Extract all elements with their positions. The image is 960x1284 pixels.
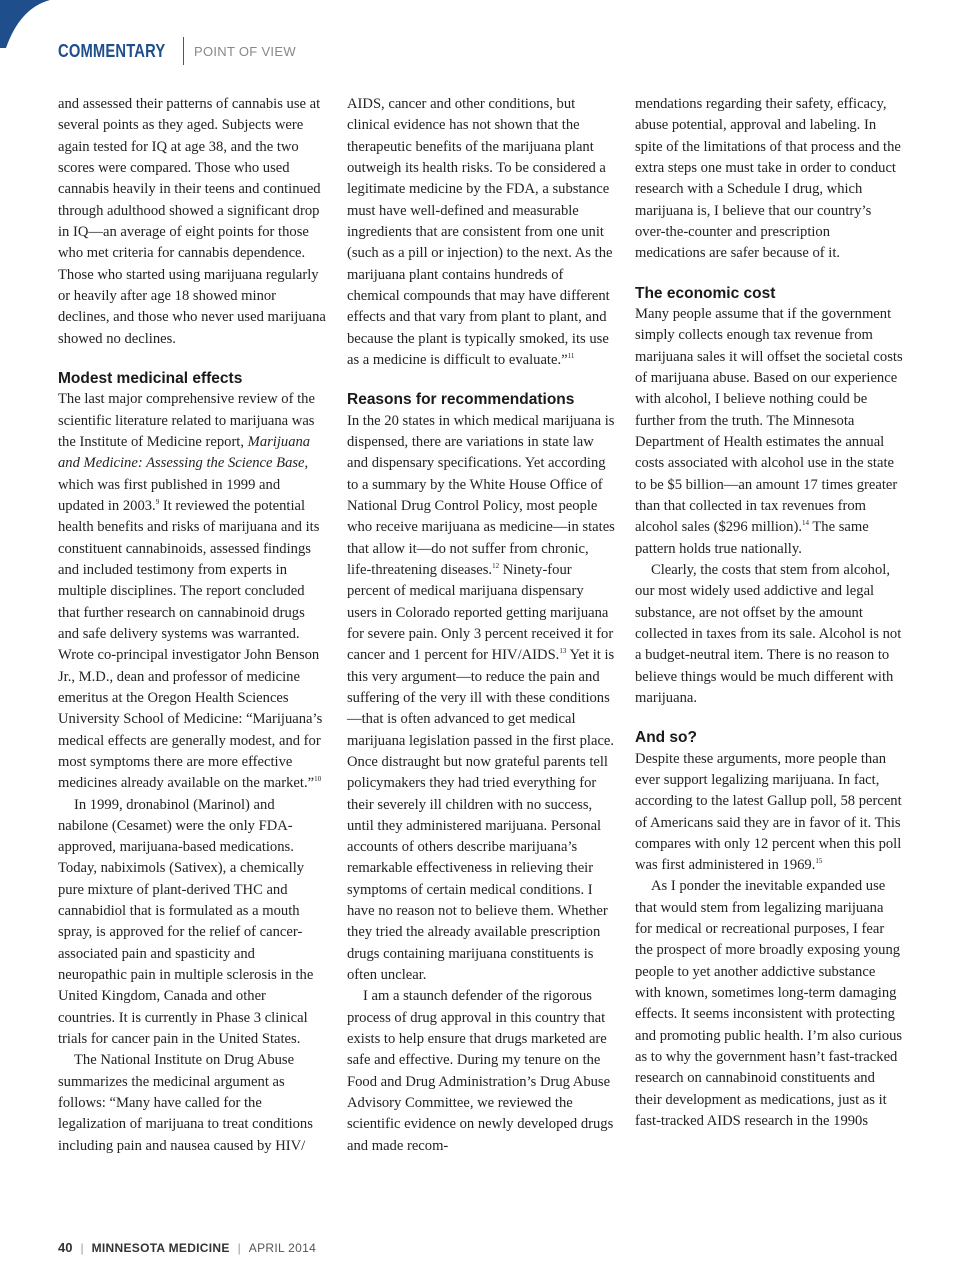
reference-mark: 9 [155,497,160,506]
page-header [58,36,296,66]
subheading-and-so: And so? [635,729,697,747]
subheading-modest-medicinal-effects: Modest medicinal effects [58,369,243,387]
reference-mark: 12 [492,561,500,570]
paragraph: AIDS, cancer and other conditions, but clinical evidence has not shown that the therapeutic benefits of the marijuana plant outweigh its health risks. To be considered a legitimate medicine by the FDA, a substance must have well-defined and measurable ingredients that are consistent from one unit (such as a pill or injection) to the next. As the marijuana plant contains hundreds of chemical compounds that may have different effects and that vary from plant to plant, and because the plant is typically smoked, its use as a medicine is difficult to evaluate.”$^{11}$ [347,96,613,368]
issue-date: APRIL 2014 [248,1240,317,1255]
paragraph: I am a staunch defender of the rigorous process of drug approval in this country that exists to help ensure that drugs marketed are safe and effective. During my tenure on the Food and Drug Administration’s Drug Abuse Advisory Committee, we reviewed the scientific evidence on newly developed drugs and made recom- [347,988,614,1154]
subheading-economic-cost: The economic cost [635,284,776,302]
paragraph: Many people assume that if the government simply collects enough tax revenue from marijuana sales it will offset the societal costs of marijuana abuse. Based on our experience with alcohol, I believe nothing could be further from the truth. The Minnesota Department of Health estimates the annual costs associated with alcohol use in the state to be $5 billion—an amount 17 times greater than that collected in tax revenues from alcohol sales ($296 million).$^{14}$ The same pattern holds true nationally. [635,305,903,557]
section-title: COMMENTARY [58,40,166,61]
subheading-reasons-for-recommendations: Reasons for recommendations [347,391,575,409]
paragraph: In 1999, dronabinol (Marinol) and nabilone (Cesamet) were the only FDA-approved, marijuana-based medications. Today, nabiximols (Sativex), a chemically pure mixture of plant-derived THC and cannabidiol that is formulated as a mouth spray, is approved for the relief of cancer-associated pain and spasticity and neuropathic pain in multiple sclerosis in the United Kingdom, Canada and other countries. It is currently in Phase 3 clinical trials for cancer pain in the United States. [58,796,314,1048]
paragraph: Clearly, the costs that stem from alcohol, our most widely used addictive and legal substance, are not offset by the amount collected in taxes from its sale. Alcohol is not a budget-neutral item. There is no reason to believe things would be much different with marijuana. [635,561,902,706]
article-column-2 [347,94,615,1157]
reference-mark: 15 [815,857,823,866]
header-divider [183,37,184,65]
paragraph: Despite these arguments, more people than ever support legalizing marijuana. In fact, according to the latest Gallup poll, 58 percent of Americans said they are in favor of it. This compares with only 12 percent when this poll was first administered in 1969.15 [635,750,902,874]
paragraph: The National Institute on Drug Abuse summarizes the medicinal argument as follows: “Many have called for the legalization of marijuana to treat conditions including pain and nausea caused by HIV/ [58,1052,313,1154]
reference-mark: 13 [559,647,567,656]
reference-mark: 10 [314,775,322,784]
section-subtitle: POINT OF VIEW [194,43,296,59]
paragraph: As I ponder the inevitable expanded use that would stem from legalizing marijuana for medical or recreational purposes, I fear the prospect of more broadly exposing young people to yet another addictive substance with known, sometimes long-term damaging effects. It seems inconsistent with protecting and promoting public health. I’m also curious as to why the government hasn’t fast-tracked research on cannabinoid constituents and their development as medications, just as it fast-tracked AIDS research in the 1990s [635,878,903,1130]
corner-accent-shape [0,0,50,48]
footer-divider: | [237,1240,241,1255]
article-column-3 [635,94,903,1132]
reference-mark: 11 [567,351,575,360]
paragraph: In the 20 states in which medical marijuana is dispensed, there are variations in state law and dispensary specifications. Yet according to a summary by the White House Office of National Drug Control Policy, most people who receive marijuana as medicine—in states that allow it—do not suffer from chronic, life-threatening diseases.$^{12}$ Ninety-four percent of medical marijuana dispensary users in Colorado reported getting marijuana for severe pain. Only 3 percent received it for cancer and 1 percent for HIV/AIDS.$^{13}$ Yet it is this very argument—to reduce the pain and suffering of the very ill with these conditions—that is often advanced to get medical marijuana legislation passed in the first place. Once distraught but now grateful parents tell policymakers they had tried everything for their severely ill children with no success, until they administered marijuana. Personal accounts of others describe marijuana’s remarkable effectiveness in relieving their symptoms of certain medical conditions. I have no reason not to believe them. Whether they tried the already available prescription drugs containing marijuana constituents is often unclear. [347,412,615,984]
article-column-1 [58,94,326,1157]
report-title: Marijuana and Medicine: Assessing the Science Base [58,433,311,472]
paragraph: and assessed their patterns of cannabis use at several points as they aged. Subjects were again tested for IQ at age 38, and the two scores were compared. Those who used cannabis heavily in their teens and continued through adulthood showed a significant drop in IQ—an average of eight points for those who met criteria for cannabis dependence. Those who started using marijuana regularly or heavily after age 18 showed minor declines, and those who never used marijuana showed no declines. [58,96,326,347]
footer-divider: | [80,1240,84,1255]
page-number: 40 [58,1240,73,1255]
paragraph: mendations regarding their safety, efficacy, abuse potential, approval and labeling. In spite of the limitations of that process and the extra steps one must take in order to conduct research with a Schedule I drug, which marijuana is, I believe that our country’s over-the-counter and prescription medications are safer because of it. [635,96,901,262]
page-footer [58,1240,316,1255]
paragraph: The last major comprehensive review of the scientific literature related to marijuana was the Institute of Medicine report, Marijuana and Medicine: Assessing the Science Base, which was first published in 1999 and updated in 2003.$^9$ It reviewed the potential health benefits and risks of marijuana and its constituent cannabinoids, assessed findings and included testimony from experts in multiple disciplines. The report concluded that further research on cannabinoid drugs and safe delivery systems was warranted. Wrote co-principal investigator John Benson Jr., M.D., dean and professor of medicine emeritus at the Oregon Health Sciences University School of Medicine: “Marijuana’s medical effects are generally modest, and for most symptoms there are more effective medicines already available on the market.”$^{10}$ [58,391,323,792]
reference-mark: 14 [802,519,809,528]
magazine-name: MINNESOTA MEDICINE [91,1240,230,1255]
